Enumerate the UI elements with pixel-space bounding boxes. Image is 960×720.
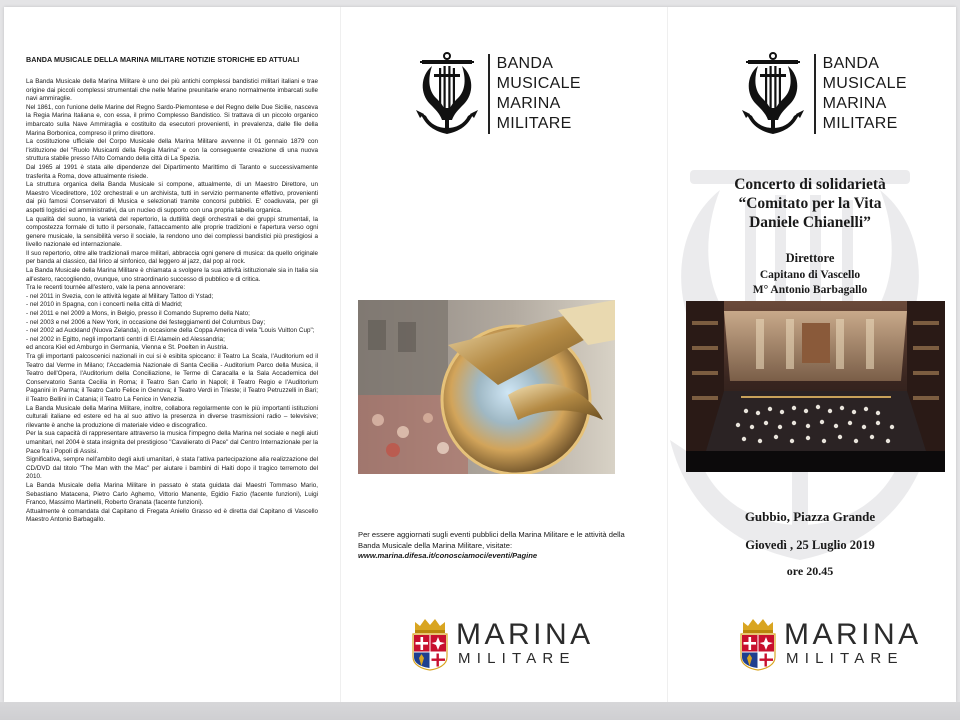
- marina-logo-line2: MILITARE: [458, 650, 576, 667]
- history-paragraph: Nel 1861, con l'unione delle Marine del Regno Sardo-Piemontese e del Regno delle Due Sicilie, nasceva la Regia Marina Italiana e, con essa, il primo Complesso Bandistico. Si trattava di un piccolo organico imbarcato sulla Nave Ammiraglia e costituito da esecutori provenienti, in prevalenza, dalle file della Marina Borbonica, compreso il primo direttore.: [26, 103, 318, 137]
- info-block: [358, 530, 648, 562]
- history-paragraph: Per la sua capacità di rappresentare attraverso la musica l'impegno della Marina nel sociale e negli aiuti umanitari, nel 2004 è stata insignita del prestigioso "Cavalierato di Pace" dal Centro Internazionale per la Pace fra i Popoli di Assisi.: [26, 430, 318, 455]
- history-paragraph: La Banda Musicale della Marina Militare, inoltre, collabora regolarmente con le più importanti istituzioni culturali italiane ed estere ed ha al suo attivo la presenza in diverse trasmissioni radio – televisive; rilevante è anche la produzione di materiale video e discografico.: [26, 404, 318, 429]
- history-paragraph: Attualmente è comandata dal Capitano di Fregata Aniello Grasso ed è diretta dal Capitano di Vascello Maestro Antonio Barbagallo.: [26, 507, 318, 524]
- venue-text: Gubbio, Piazza Grande: [744, 509, 876, 524]
- history-paragraph: La Banda Musicale della Marina Militare è chiamata a svolgere la sua attività istituzionale sia in Italia sia all'estero, raccogliendo, ovunque, uno straordinario successo di pubblico e di critica.: [26, 267, 318, 283]
- history-paragraph: La Banda Musicale della Marina Militare è uno dei più antichi complessi bandistici militari italiani e trae origine dai piccoli complessi strumentali che nelle Marine preunitarie erano normalmente imbarcati sulle navi ammiraglie.: [26, 78, 318, 103]
- history-paragraph: Il suo repertorio, oltre alle tradizionali marce militari, abbraccia ogni genere di musica: da quello originale per banda al classico, dal lirico al sinfonico, dal leggero al jazz, dal pop al rock.: [26, 249, 318, 266]
- band-concert-photo: [686, 301, 945, 472]
- director-label: Direttore: [785, 251, 835, 265]
- logo-divider: [488, 54, 490, 134]
- info-text: Per essere aggiornati sugli eventi pubblici della Marina Militare e le attività della Banda Musicale della Marina Militare, visitate:: [358, 530, 625, 550]
- history-paragraph: Tra gli importanti palcoscenici nazionali in cui si è esibita spiccano: il Teatro La Scala, l'Auditorium ed il Teatro dal Verme in Milano; l'Accademia Nazionale di Santa Cecilia - Auditorium Parco della Musica, il Teatro dell'Opera, l'Auditorium della Conciliazione, le Terme di Caracalla e la Sala Accademica del Conservatorio Santa Cecilia in Roma; il Teatro San Carlo in Napoli; il Teatro Regio e l'Auditorium Paganini in Parma; il Teatro Carlo Felice in Genova; il Teatro Verdi in Trieste; il Teatro Petruzzelli in Bari; il Teatro Bellini in Catania; il Teatro La Fenice in Venezia.: [26, 353, 318, 403]
- time-text: ore 20.45: [786, 564, 834, 578]
- tour-item: - nel 2011 in Svezia, con le attività legate al Military Tattoo di Ystad;: [26, 292, 214, 300]
- history-paragraph: La qualità del suono, la varietà del repertorio, la duttilità degli orchestrali e dei gruppi strumentali, la compostezza formale di tutto il personale, l'attaccamento alle proprie tradizioni e l'apertura verso ogni genere musicale, la sensibilità verso il sociale, la rendono uno dei complessi bandistici più prestigiosi a livello nazionale ed internazionale.: [26, 215, 318, 249]
- website-link[interactable]: www.marina.difesa.it/conosciamoci/eventi/Pagine: [358, 551, 538, 561]
- tour-item: - nel 2010 in Spagna, con i concerti nella città di Madrid;: [26, 301, 183, 309]
- fold-line-left: [340, 7, 341, 702]
- director-rank: Capitano di Vascello: [759, 269, 861, 281]
- history-text: [26, 78, 318, 525]
- banda-logo-text: BANDA MUSICALE MARINA MILITARE: [496, 55, 581, 132]
- tour-item: - nel 2002 in Egitto, negli importanti centri di El Alamein ed Alessandria;: [26, 335, 225, 343]
- banda-logo-text: BANDA MUSICALE MARINA MILITARE: [822, 55, 907, 132]
- history-paragraph: Significativa, sempre nell'ambito degli aiuti umanitari, è stata l'attiva partecipazione alla realizzazione del CD/DVD dal titolo "The Man with the Mac" per aiutare i bambini di Haiti dopo il tragico terremoto del 2010.: [26, 456, 318, 481]
- director-name: M° Antonio Barbagallo: [752, 284, 868, 296]
- banda-logo-right: [740, 52, 907, 136]
- logo-divider: [814, 54, 816, 134]
- tour-item: - nel 2011 e nel 2009 a Mons, in Belgio, presso il Comando Supremo della Nato;: [26, 310, 250, 318]
- history-title: BANDA MUSICALE DELLA MARINA MILITARE NOTIZIE STORICHE ED ATTUALI: [26, 55, 300, 64]
- history-paragraph: La struttura organica della Banda Musicale si compone, attualmente, di un Maestro Direttore, un Maestro Vicedirettore, 102 orchestrali e un archivista, tutti in servizio permanente effettivo, provenienti dai più famosi Conservatori di Musica e selezionati tramite concorsi pubblici. E' coadiuvata, per gli aspetti logistici ed amministrativi, da un nucleo di supporto con una propria tabella organica.: [26, 181, 318, 214]
- date-text: Giovedì , 25 Luglio 2019: [745, 538, 875, 552]
- lyre-anchor-icon: [740, 52, 806, 136]
- history-paragraph: La Banda Musicale della Marina Militare in passato è stata guidata dai Maestri Tommaso Mario, Sebastiano Matacena, Pietro Carlo Aghemo, Vittorio Manente, Egidio Fazio (facente funzioni), Luigi Franco, Massimo Martinelli, Roberto Granata (facente funzioni).: [26, 481, 318, 507]
- tour-item: - nel 2003 e nel 2006 a New York, in occasione dei festeggiamenti del Columbus Day;: [26, 318, 266, 326]
- lyre-anchor-icon: [414, 52, 480, 136]
- marina-militare-logo-right: [738, 617, 922, 671]
- history-paragraph: ed ancora Kiel ed Amburgo in Germania, Vienna e St. Poelten in Austria.: [26, 344, 229, 352]
- history-paragraph: Tra le recenti tournée all'estero, vale la pena annoverare:: [26, 284, 186, 292]
- marina-logo-line1: MARINA: [784, 618, 922, 651]
- history-panel: [26, 55, 318, 525]
- concert-title: Concerto di solidarietà “Comitato per la Vita Daniele Chianelli”: [734, 176, 886, 231]
- navy-crest-icon: [738, 617, 778, 671]
- marina-logo-line1: MARINA: [456, 618, 594, 651]
- marina-logo-line2: MILITARE: [786, 650, 904, 667]
- background-table: [0, 702, 960, 720]
- tour-item: - nel 2002 ad Auckland (Nuova Zelanda), in occasione della Coppa America di vela "Louis Vuitton Cup";: [26, 327, 315, 335]
- director-block: [700, 250, 920, 298]
- banda-logo-middle: [414, 52, 581, 136]
- navy-crest-icon: [410, 617, 450, 671]
- marina-militare-logo-middle: [410, 617, 594, 671]
- history-paragraph: Dal 1965 al 1991 è stata alle dipendenze del Dipartimento Marittimo di Taranto e successivamente trasferita a Roma, dove attualmente risiede.: [26, 163, 318, 180]
- trumpet-reflection-photo: [358, 300, 615, 474]
- history-paragraph: La costituzione ufficiale del Corpo Musicale della Marina Militare avvenne il 01 gennaio 1879 con l'istituzione del "Ruolo Musicanti della Regia Marina" e con la conseguente creazione di una nuova struttura stabile presso l'Alto Comando della città di La Spezia.: [26, 138, 318, 163]
